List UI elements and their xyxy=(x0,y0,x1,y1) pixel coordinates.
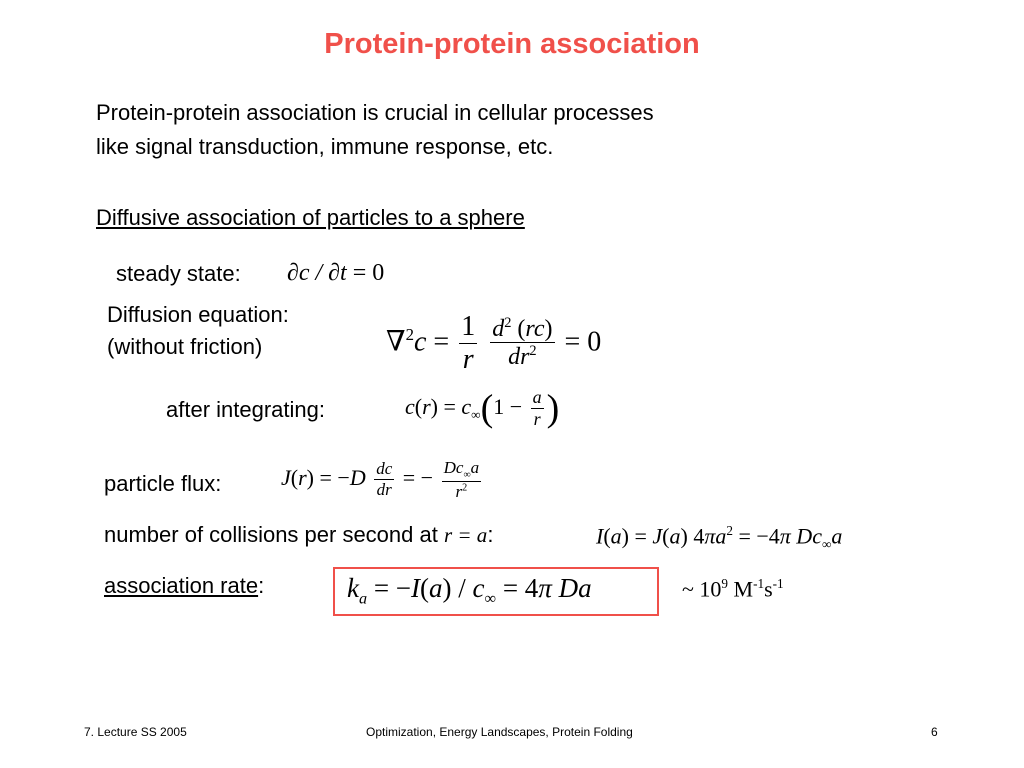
rate-estimate-prefix: ~ 10 xyxy=(682,576,722,602)
association-rate-equation: $k_a = -I(a) / c_\infty = 4\pi$ Da xyxy=(347,573,592,608)
slide-title: Protein-protein association xyxy=(324,28,700,60)
rate-estimate-exponent-seconds: -1 xyxy=(772,576,784,591)
collisions-colon: : xyxy=(487,522,494,547)
section-heading: Diffusive association of particles to a sphere xyxy=(96,205,525,230)
association-rate-estimate xyxy=(682,576,784,602)
steady-state-label: steady state: xyxy=(116,261,241,286)
collision-rate-equation: I(a) = J(a) $4\pi a^2 = -4\pi$ $Dc_\infty a$ xyxy=(596,523,843,552)
collisions-label-text: number of collisions per second at xyxy=(104,522,444,547)
rate-estimate-exponent-9: 9 xyxy=(721,576,728,591)
without-friction-label: (without friction) xyxy=(107,334,263,359)
association-rate-label-text: association rate xyxy=(104,573,259,598)
concentration-profile-equation: $c(r) = c_\infty(1$ − $\frac{a}{r}$ ) xyxy=(405,387,560,430)
rate-estimate-unit-seconds: s xyxy=(764,576,773,602)
intro-paragraph xyxy=(96,96,654,164)
association-rate-colon: : xyxy=(258,573,265,598)
diffusion-equation: ∇$^2$c = $\frac{1}{r}$ $\frac{d^2 (rc)}{dr^2}$ = 0 xyxy=(386,311,602,375)
rate-estimate-unit-molar: M xyxy=(728,576,754,602)
particle-flux-label: particle flux: xyxy=(104,471,222,496)
collisions-label xyxy=(104,518,493,552)
rate-estimate-exponent-molar: -1 xyxy=(753,576,765,591)
footer-course-title: Optimization, Energy Landscapes, Protein Folding xyxy=(366,725,633,739)
steady-state-equation: ∂c / ∂t = 0 xyxy=(287,260,385,286)
particle-flux-equation: J(r) = −D $\frac{dc}{dr}$ = − $\frac{Dc_\infty a}{r^2}$ xyxy=(281,458,480,501)
collisions-variable: r = a xyxy=(443,523,488,547)
association-rate-label xyxy=(104,569,264,603)
intro-line-2: like signal transduction, immune response, etc. xyxy=(96,134,554,159)
diffusion-equation-label xyxy=(107,299,289,363)
diffusion-equation-label-line: Diffusion equation: xyxy=(107,302,289,327)
footer-page-number: 6 xyxy=(931,725,938,739)
intro-line-1: Protein-protein association is crucial in cellular processes xyxy=(96,100,654,125)
footer-lecture: 7. Lecture SS 2005 xyxy=(84,725,187,739)
after-integrating-label: after integrating: xyxy=(166,397,325,422)
